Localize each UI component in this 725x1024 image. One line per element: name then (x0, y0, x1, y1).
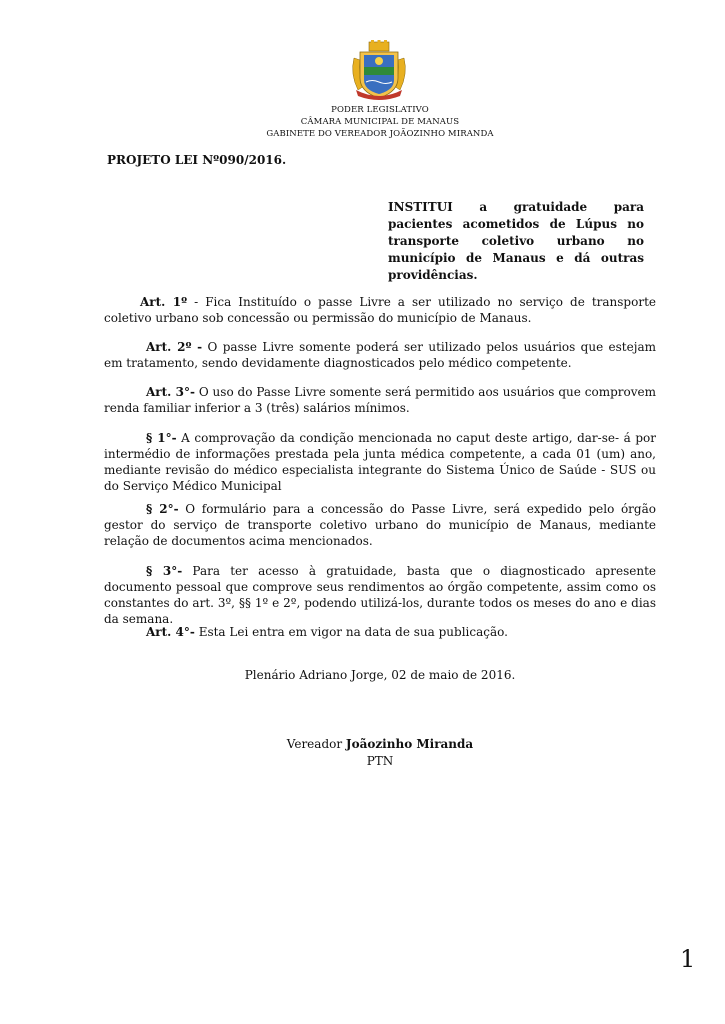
paragraph-3-label: § 3°- (146, 564, 183, 578)
article-4-label: Art. 4°- (146, 625, 195, 639)
signature-name: Joãozinho Miranda (345, 737, 474, 751)
article-1-text: - Fica Instituído o passe Livre a ser utilizado no serviço de transporte coletivo urbano sob concessão ou permissão do município de Manaus. (104, 295, 656, 325)
article-2-label: Art. 2º - (146, 340, 203, 354)
paragraph-3 (104, 563, 656, 627)
header-office-name: GABINETE DO VEREADOR JOÃOZINHO MIRANDA (266, 129, 494, 139)
article-2 (104, 339, 656, 371)
article-3-text: O uso do Passe Livre somente será permitido aos usuários que comprovem renda familiar inferior a 3 (três) salários mínimos. (104, 385, 656, 415)
project-title: PROJETO LEI Nº090/2016. (107, 153, 287, 167)
paragraph-1-text: A comprovação da condição mencionada no caput deste artigo, dar-se- á por intermédio de informações prestada pela junta médica competente, a cada 01 (um) ano, mediante revisão do médico especialista integrante do Sistema Único de Saúde - SUS ou do Serviço Médico Municipal (104, 431, 656, 493)
article-3 (104, 384, 656, 416)
paragraph-1-label: § 1°- (146, 431, 177, 445)
article-4 (104, 624, 656, 640)
header-legislative-power: PODER LEGISLATIVO (331, 105, 429, 115)
article-1 (104, 294, 656, 326)
paragraph-2 (104, 501, 656, 549)
paragraph-2-text: O formulário para a concessão do Passe Livre, será expedido pelo órgão gestor do serviço de transporte coletivo urbano do município de Manaus, mediante relação de documentos acima mencionados. (104, 502, 656, 548)
article-1-label: Art. 1º (140, 295, 188, 309)
paragraph-1 (104, 430, 656, 494)
header-council-name: CÂMARA MUNICIPAL DE MANAUS (300, 117, 460, 127)
article-3-label: Art. 3°- (146, 385, 195, 399)
party-name: PTN (366, 754, 394, 768)
signature-line (0, 737, 725, 751)
page-number: 1 (680, 945, 696, 973)
article-4-text: Esta Lei entra em vigor na data de sua publicação. (194, 625, 508, 639)
paragraph-2-label: § 2°- (146, 502, 179, 516)
paragraph-3-text: Para ter acesso à gratuidade, basta que o diagnosticado apresente documento pessoal que comprove seus rendimentos ao órgão competente, assim como os constantes do art. 3º, §§ 1º e 2º, podendo utilizá-los, durante todos os meses do ano e dias da semana. (104, 564, 656, 626)
place-date: Plenário Adriano Jorge, 02 de maio de 2016. (244, 668, 516, 682)
ementa-summary: INSTITUI a gratuidade para pacientes acometidos de Lúpus no transporte coletivo urbano no município de Manaus e dá outras providências. (388, 200, 644, 282)
article-2-text: O passe Livre somente poderá ser utilizado pelos usuários que estejam em tratamento, sendo devidamente diagnosticados pelo médico competente. (104, 340, 656, 370)
signature-prefix: Vereador (286, 737, 346, 751)
coat-of-arms-icon (348, 40, 410, 102)
